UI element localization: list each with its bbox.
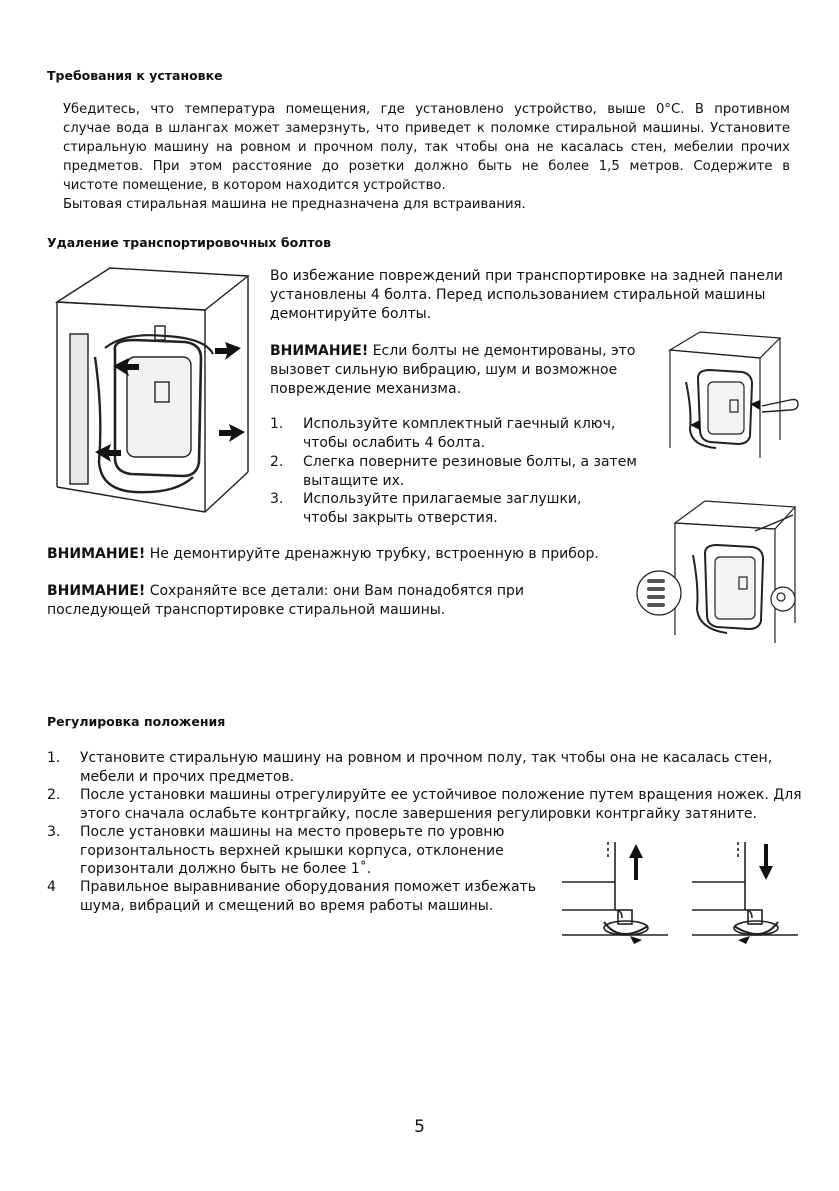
attention-label: ВНИМАНИЕ! <box>47 583 146 599</box>
washer-rear-illustration <box>55 262 250 522</box>
section-title-transport-bolts: Удаление транспортировочных болтов <box>47 235 332 250</box>
foot-raise-illustration <box>560 840 670 945</box>
wrench-bolt-illustration <box>660 330 800 460</box>
attention-text: Не демонтируйте дренажную трубку, встроенную в прибор. <box>145 546 599 562</box>
item-number: 4 <box>47 879 56 895</box>
attention-label: ВНИМАНИЕ! <box>47 546 146 562</box>
step-text: Используйте прилагаемые заглушки, чтобы закрыть отверстия. <box>303 491 582 526</box>
item-number: 1. <box>47 750 61 766</box>
item-number: 2. <box>47 787 61 803</box>
text-line: последующей транспортировке стиральной машины. <box>47 602 446 618</box>
item-number: 3. <box>47 824 61 840</box>
text-line: вызовет сильную вибрацию, шум и возможное <box>270 362 618 378</box>
step-number: 2. <box>270 454 284 470</box>
foot-lower-illustration <box>690 840 800 945</box>
text-line: чистоте помещение, в котором находится устройство. <box>63 178 446 193</box>
plugs-caps-illustration <box>635 495 810 645</box>
text-line: предметов. При этом расстояние до розетки должно быть не более 1,5 метров. Содержите в <box>63 159 790 174</box>
installation-paragraph <box>63 100 790 214</box>
item-text: После установки машины отрегулируйте ее устойчивое положение путем вращения ножек. Для этого сначала ослабьте контргайку, после завершения регулировки контргайку затяните. <box>80 787 802 822</box>
text-line: стиральную машину на ровном и прочном полу, так чтобы она не касалась стен, мебелии прочих <box>63 140 790 155</box>
item-text: Установите стиральную машину на ровном и прочном полу, так чтобы она не касалась стен, мебели и прочих предметов. <box>80 750 773 785</box>
warning-label: ВНИМАНИЕ! <box>270 343 369 359</box>
bolts-intro <box>270 267 783 324</box>
item-text: Правильное выравнивание оборудования поможет избежать шума, вибраций и смещений во время работы машины. <box>80 879 536 914</box>
step-text: Используйте комплектный гаечный ключ, чтобы ослабить 4 болта. <box>303 416 616 451</box>
text-line: Сохраняйте все детали: они Вам понадобятся при <box>145 583 525 599</box>
text-line: случае вода в шлангах может замерзнуть, что приведет к поломке стиральной машины. Установите <box>63 121 790 136</box>
text-line: демонтируйте болты. <box>270 306 432 322</box>
attention-drain <box>47 545 599 564</box>
built-in-note: Бытовая стиральная машина не предназначена для встраивания. <box>63 197 526 212</box>
section-title-leveling: Регулировка положения <box>47 714 226 729</box>
text-line: Во избежание повреждений при транспортировке на задней панели <box>270 268 783 284</box>
text-line: Убедитесь, что температура помещения, где установлено устройство, выше 0°С. В противном <box>63 102 790 117</box>
attention-keep-parts <box>47 582 524 620</box>
step-number: 1. <box>270 416 284 432</box>
page-number: 5 <box>414 1117 425 1137</box>
text-line: Если болты не демонтированы, это <box>368 343 636 359</box>
item-text: После установки машины на место проверьте по уровню горизонтальность верхней крышки корпуса, отклонение горизонтали должно быть не более 1˚. <box>80 824 505 877</box>
step-number: 3. <box>270 491 284 507</box>
bolts-warning <box>270 342 635 399</box>
step-text: Слегка поверните резиновые болты, а затем вытащите их. <box>303 454 637 489</box>
text-line: установлены 4 болта. Перед использованием стиральной машины <box>270 287 766 303</box>
text-line: повреждение механизма. <box>270 381 462 397</box>
section-title-installation: Требования к установке <box>47 68 223 83</box>
